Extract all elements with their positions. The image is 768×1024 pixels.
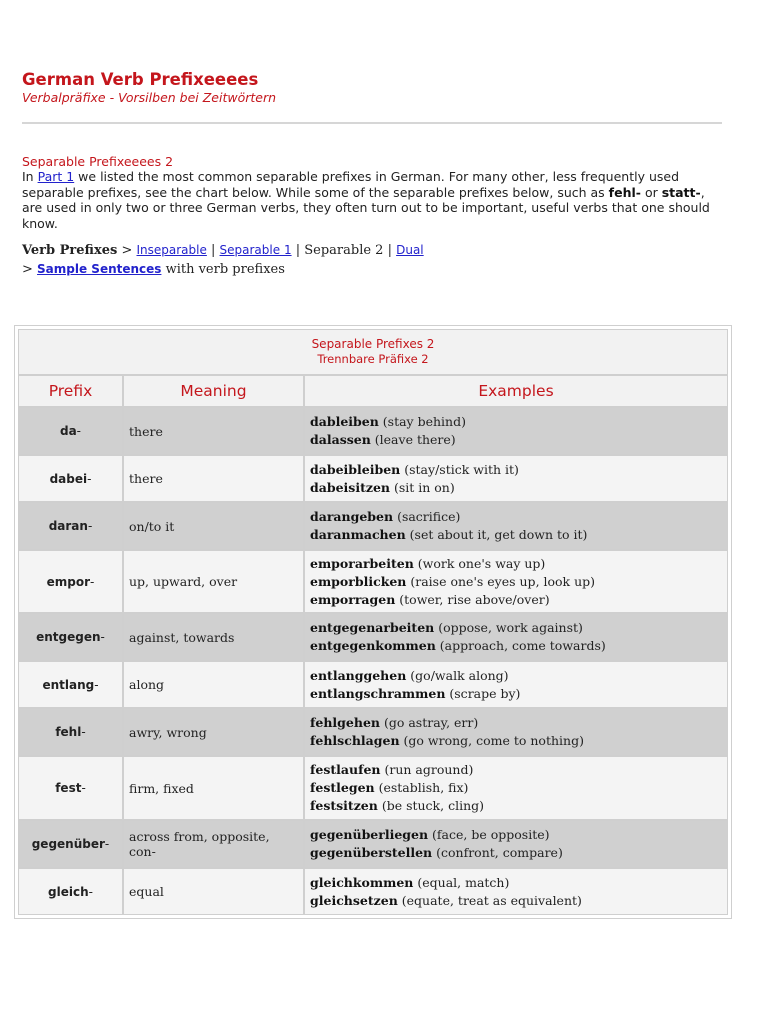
prefix-hyphen: - (81, 781, 86, 795)
example-line (310, 637, 722, 655)
dual-link[interactable]: Dual (396, 243, 424, 257)
prefix-cell (18, 407, 123, 455)
prefix-table-grid (18, 329, 728, 915)
example-verb: entgegenarbeiten (310, 620, 435, 635)
example-gloss: (tower, rise above/over) (395, 591, 550, 607)
example-gloss: (be stuck, cling) (377, 798, 485, 813)
example-line (310, 573, 722, 591)
table-caption (18, 329, 728, 375)
example-gloss: (face, be opposite) (428, 827, 550, 842)
example-verb: daranmachen (310, 527, 406, 542)
example-verb: gegenüberstellen (310, 845, 433, 860)
example-verb: festlegen (310, 780, 375, 795)
breadcrumb-current: Separable 2 (304, 243, 384, 258)
example-verb: dabeibleiben (310, 461, 401, 477)
example-verb: dalassen (310, 432, 371, 447)
example-gloss: (equate, treat as equivalent) (397, 892, 582, 908)
prefix-text: gegenüber (31, 837, 105, 851)
prefix-text: dabei (49, 471, 88, 486)
examples-cell (304, 868, 728, 915)
prefix-cell (18, 502, 123, 550)
meaning-cell: there (123, 407, 304, 455)
divider (22, 122, 722, 124)
example-gloss: (go wrong, come to nothing) (399, 733, 584, 748)
example-verb: dabeisitzen (310, 479, 390, 495)
example-gloss: (sacrifice) (393, 509, 461, 524)
example-line (310, 797, 722, 815)
example-line (310, 526, 722, 544)
table-row (18, 868, 728, 915)
sample-tail-text: with verb prefixes (161, 262, 285, 277)
prefix-cell (18, 661, 123, 708)
table-row (18, 407, 728, 455)
examples-cell (304, 502, 728, 550)
prefix-hyphen: - (88, 884, 93, 899)
table-row (18, 708, 728, 756)
example-line (310, 479, 722, 497)
sample-sentences-link[interactable]: Sample Sentences (37, 262, 162, 276)
prefix-cell (18, 455, 123, 502)
example-line (310, 619, 722, 637)
bold-term: fehl- (608, 184, 641, 200)
column-header-prefix: Prefix (18, 375, 123, 407)
examples-cell (304, 708, 728, 756)
example-gloss: (leave there) (370, 432, 456, 447)
table-row (18, 661, 728, 708)
intro-text: , are used in only two or three German verbs, they often turn out to be important, useful verbs that one should know. (22, 184, 710, 231)
table-row (18, 820, 728, 868)
examples-cell (304, 550, 728, 613)
part1-link[interactable]: Part 1 (37, 169, 75, 184)
page-content (22, 70, 724, 279)
example-gloss: (stay behind) (378, 414, 466, 429)
example-gloss: (go astray, err) (380, 715, 479, 730)
meaning-cell: on/to it (123, 502, 304, 550)
prefix-hyphen: - (87, 519, 93, 533)
column-header-examples: Examples (304, 375, 728, 407)
examples-cell (304, 613, 728, 661)
intro-text: or (640, 184, 662, 200)
prefix-text: gleich (48, 884, 89, 899)
table-row (18, 613, 728, 661)
prefix-hyphen: - (104, 837, 110, 851)
meaning-cell: equal (123, 868, 304, 915)
example-gloss: (raise one's eyes up, look up) (406, 573, 596, 589)
meaning-cell: awry, wrong (123, 708, 304, 756)
example-verb: fehlschlagen (310, 733, 400, 748)
prefix-table (14, 325, 732, 919)
meaning-cell: across from, opposite, con- (123, 820, 304, 868)
example-verb: emporblicken (310, 573, 407, 589)
prefix-hyphen: - (90, 574, 95, 589)
example-gloss: (stay/stick with it) (400, 461, 519, 477)
intro-text: In (22, 169, 38, 184)
separable1-link[interactable]: Separable 1 (219, 243, 292, 257)
prefix-cell (18, 868, 123, 915)
prefix-text: da (59, 424, 77, 438)
example-line (310, 826, 722, 844)
example-verb: festsitzen (310, 798, 378, 813)
prefix-cell (18, 613, 123, 661)
prefix-hyphen: - (76, 424, 82, 438)
meaning-cell: along (123, 661, 304, 708)
breadcrumb-label: Verb Prefixes (22, 243, 118, 258)
table-caption-de: Trennbare Präfixe 2 (317, 352, 429, 366)
meaning-cell: against, towards (123, 613, 304, 661)
prefix-text: entgegen (36, 630, 101, 644)
prefix-cell (18, 550, 123, 613)
example-gloss: (scrape by) (445, 685, 521, 701)
bold-term: statt- (661, 184, 701, 200)
column-header-meaning: Meaning (123, 375, 304, 407)
prefix-text: fehl (55, 725, 82, 739)
example-gloss: (approach, come towards) (435, 638, 606, 653)
example-line (310, 555, 722, 573)
examples-cell (304, 661, 728, 708)
meaning-cell: up, upward, over (123, 550, 304, 613)
breadcrumb-sep: | (206, 243, 220, 258)
table-row (18, 550, 728, 613)
example-gloss: (equal, match) (413, 874, 510, 890)
prefix-hyphen: - (100, 630, 105, 644)
breadcrumb-sep: > (117, 243, 137, 258)
inseparable-link[interactable]: Inseparable (136, 243, 207, 257)
example-line (310, 431, 722, 449)
prefix-text: fest (55, 781, 82, 795)
prefix-cell (18, 820, 123, 868)
examples-cell (304, 455, 728, 502)
example-gloss: (run aground) (380, 762, 474, 777)
breadcrumb-sep: | (291, 243, 305, 258)
examples-cell (304, 820, 728, 868)
example-verb: festlaufen (310, 762, 381, 777)
example-line (310, 892, 722, 910)
prefix-hyphen: - (94, 677, 99, 692)
table-caption-en: Separable Prefixes 2 (311, 337, 435, 351)
prefix-cell (18, 708, 123, 756)
example-verb: emporragen (310, 591, 396, 607)
intro-paragraph (22, 169, 722, 231)
example-line (310, 413, 722, 431)
prefix-text: empor (46, 574, 91, 589)
example-gloss: (establish, fix) (374, 780, 469, 795)
prefix-cell (18, 756, 123, 820)
example-verb: entlangschrammen (310, 685, 446, 701)
example-line (310, 779, 722, 797)
example-verb: gleichsetzen (310, 892, 398, 908)
example-verb: entlanggehen (310, 667, 407, 683)
page-subtitle: Verbalpräfixe - Vorsilben bei Zeitwörtern (22, 90, 277, 105)
example-gloss: (confront, compare) (432, 845, 563, 860)
breadcrumb (22, 241, 724, 279)
example-verb: emporarbeiten (310, 555, 414, 571)
prefix-text: daran (48, 519, 88, 533)
examples-cell (304, 756, 728, 820)
example-line (310, 714, 722, 732)
example-gloss: (sit in on) (389, 479, 455, 495)
section-title: Separable Prefixeeees 2 (22, 154, 174, 169)
prefix-text: entlang (42, 677, 95, 692)
example-gloss: (work one's way up) (413, 555, 546, 571)
breadcrumb-sep: > (22, 262, 38, 277)
breadcrumb-sep: | (383, 243, 397, 258)
table-row (18, 756, 728, 820)
table-row (18, 502, 728, 550)
example-line (310, 761, 722, 779)
example-line (310, 461, 722, 479)
prefix-hyphen: - (87, 471, 92, 486)
example-verb: darangeben (310, 509, 394, 524)
meaning-cell: firm, fixed (123, 756, 304, 820)
example-verb: entgegenkommen (310, 638, 436, 653)
examples-cell (304, 407, 728, 455)
table-row (18, 455, 728, 502)
example-line (310, 732, 722, 750)
example-verb: gleichkommen (310, 874, 414, 890)
example-line (310, 667, 722, 685)
example-gloss: (go/walk along) (406, 667, 509, 683)
example-line (310, 591, 722, 609)
example-line (310, 844, 722, 862)
prefix-hyphen: - (81, 725, 86, 739)
example-gloss: (set about it, get down to it) (405, 527, 588, 542)
example-line (310, 685, 722, 703)
example-line (310, 874, 722, 892)
page-title: German Verb Prefixeeees (22, 70, 259, 89)
example-gloss: (oppose, work against) (434, 620, 583, 635)
meaning-cell: there (123, 455, 304, 502)
intro-text: we listed the most common separable prefixes in German. For many other, less frequently used separable prefixes, see the chart below. While some of the separable prefixes below, such as (22, 169, 680, 200)
example-line (310, 508, 722, 526)
example-verb: fehlgehen (310, 715, 380, 730)
example-verb: dableiben (310, 414, 379, 429)
example-verb: gegenüberliegen (310, 827, 429, 842)
